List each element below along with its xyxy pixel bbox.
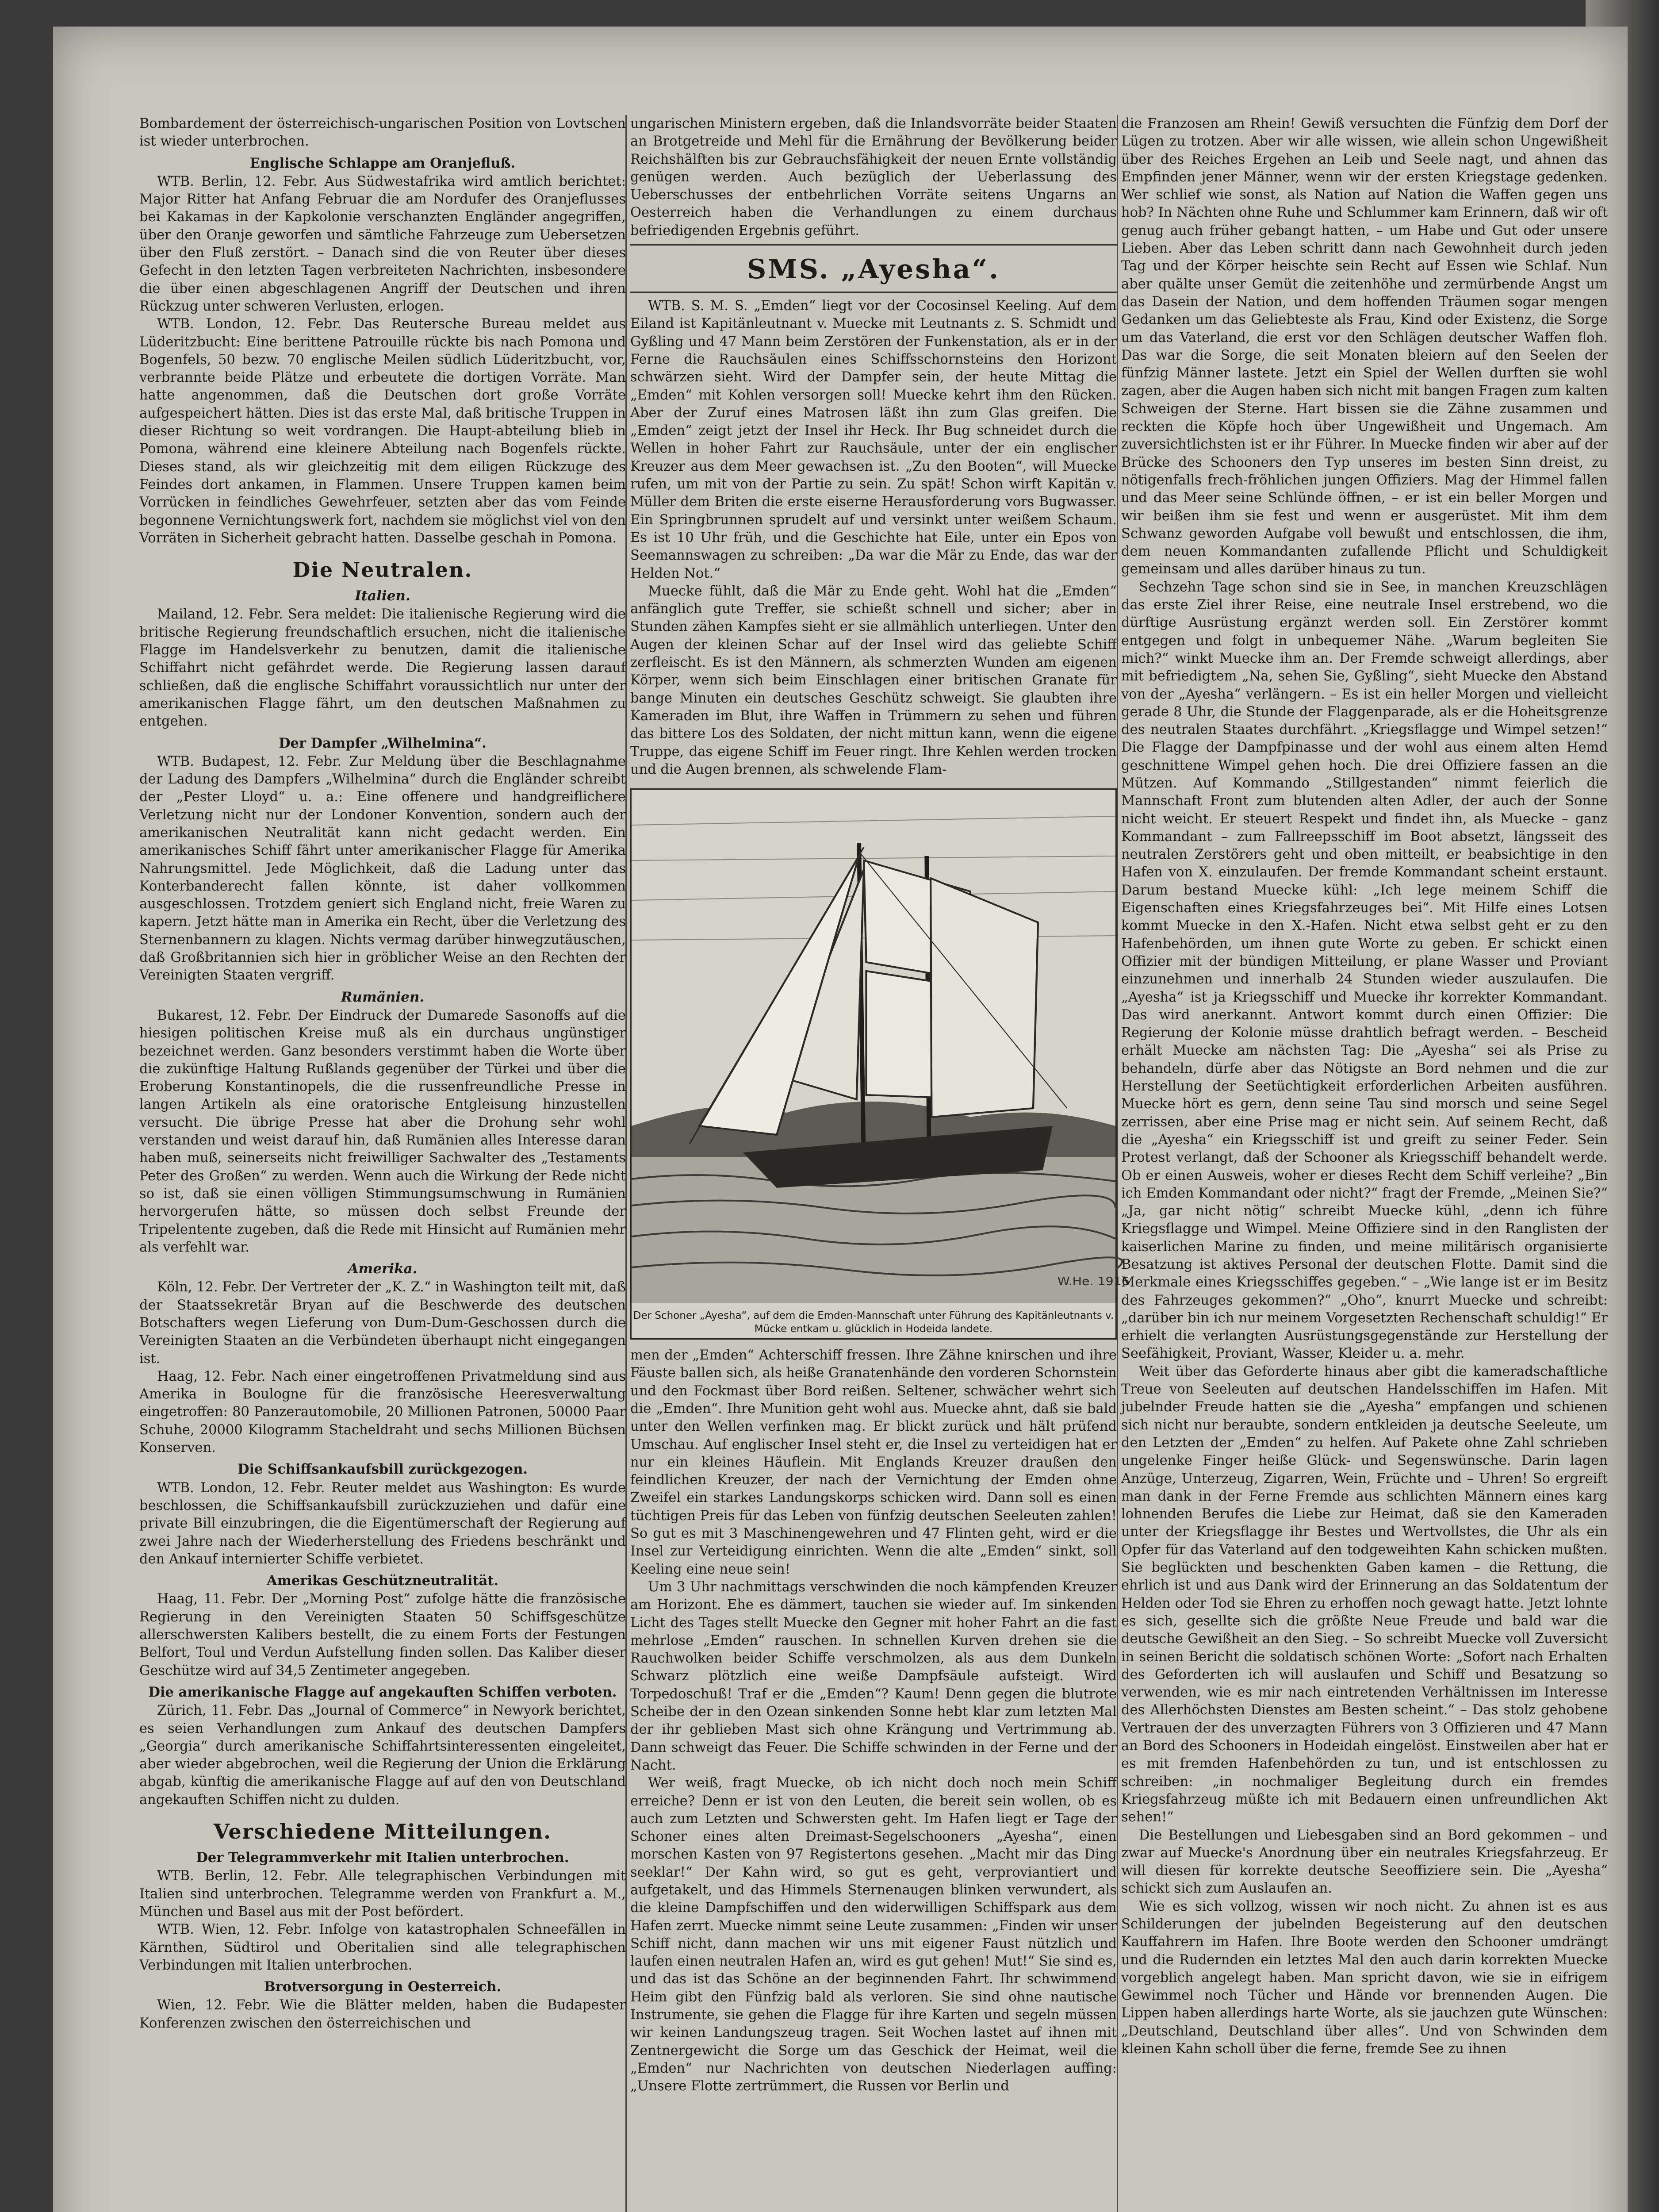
headline: Brotversorgung in Oesterreich. bbox=[264, 1979, 502, 1995]
figure-caption: Der Schoner „Ayesha“, auf dem die Emden-Mannschaft unter Führung des Kapitänleutnants v. Mücke entkam u. glücklich in Hodeida landete. bbox=[633, 1310, 1114, 1335]
headline: Amerikas Geschützneutralität. bbox=[266, 1573, 499, 1589]
paragraph: men der „Emden“ Achterschiff fressen. Ihre Zähne knirschen und ihre Fäuste ballen sich, als heiße Granatenhände den vorderen Schornstein und den Fockmast über Bord reißen. Seltener, schwächer wehrt sich die „Emden“. Ihre Munition geht wohl aus. Muecke ahnt, daß sie bald unter den Wellen verfinken mag. Er blickt zurück und hält prüfend Umschau. Auf englischer Insel steht er, die Insel zu verteidigen hat er nur ein kleines Häuflein. Mit Englands Kreuzer draußen den feindlichen Kreuzer, der nach der Vernichtung der Emden ohne Zweifel ein starkes Landungskorps schicken wird. Dann soll es einen tüchtigen Preis für das Leben von fünfzig deutschen Seeleuten zahlen! So gut es mit 3 Maschinengewehren und 47 Flinten geht, wird er die Insel zur Verteidigung einrichten. Wenn die alte „Emden“ sinkt, soll Keeling eine neue sein! bbox=[630, 1348, 1117, 1577]
headline: Die Schiffsankaufsbill zurückgezogen. bbox=[238, 1461, 528, 1478]
paragraph: Wien, 12. Febr. Wie die Blätter melden, haben die Budapester Konferenzen zwischen den österreichischen und bbox=[139, 1997, 626, 2031]
section-heading: Verschiedene Mitteilungen. bbox=[213, 1820, 552, 1844]
headline: Der Telegrammverkehr mit Italien unterbrochen. bbox=[196, 1850, 569, 1866]
paragraph: WTB. Berlin, 12. Febr. Alle telegraphischen Verbindungen mit Italien sind unterbrochen. Telegramme werden von Frankfurt a. M., München und Basel aus mit der Post befördert. bbox=[139, 1868, 626, 1920]
paragraph: Haag, 11. Febr. Der „Morning Post“ zufolge hätte die französische Regierung in den Vereinigten Staaten 50 Schiffsgeschütze allerschwersten Kalibers bestellt, die zu einem Forts der Festungen Belfort, Toul und Verdun Aufstellung finden sollen. Das Kaliber dieser Geschütze wird auf 34,5 Zentimeter angegeben. bbox=[139, 1591, 626, 1678]
paragraph: Mailand, 12. Febr. Sera meldet: Die italienische Regierung wird die britische Regierung freundschaftlich ersuchen, nicht die italienische Flagge im Handelsverkehr zu benutzen, damit die italienische Schiffahrt nicht gefährdet werde. Die Regierung lassen darauf schließen, daß die englische Schiffahrt voraussichtlich nur unter der amerikanischen Flagge fährt, um den deutschen Maßnahmen zu entgehen. bbox=[139, 607, 626, 730]
subheading: Rumänien. bbox=[341, 989, 425, 1005]
headline: Englische Schlappe am Oranjefluß. bbox=[249, 155, 516, 171]
headline: Die amerikanische Flagge auf angekauften Schiffen verboten. bbox=[148, 1684, 617, 1700]
paragraph: WTB. Wien, 12. Febr. Infolge von katastrophalen Schneefällen in Kärnthen, Südtirol und Oberitalien sind alle telegraphischen Verbindungen mit Italien unterbrochen. bbox=[139, 1922, 626, 1973]
paragraph: Zürich, 11. Febr. Das „Journal of Commerce“ in Newyork berichtet, es seien Verhandlungen zum Ankauf des deutschen Dampfers „Georgia“ durch amerikanische Schiffahrtsinteressenten eingeleitet, aber wieder abgebrochen, weil die Regierung der Union die Erklärung abgab, künftig die amerikanische Flagge auf auf den von Deutschland angekauften Schiffen nicht zu dulden. bbox=[139, 1703, 626, 1808]
paragraph: WTB. Berlin, 12. Febr. Aus Südwestafrika wird amtlich berichtet: Major Ritter hat Anfang Februar die am Nordufer des Oranjeflusses bei Kakamas in der Kapkolonie verschanzten Engländer angegriffen, über den Oranje geworfen und sämtliche Fahrzeuge zum Uebersetzen über den Fluß zerstört. – Danach sind die von Reuter über dieses Gefecht in den letzten Tagen verbreiteten Nachrichten, insbesondere die über einen abgeschlagenen Angriff der Deutschen und ihren Rückzug unter schweren Verlusten, erlogen. bbox=[139, 173, 626, 314]
schooner-illustration bbox=[630, 788, 1130, 1340]
column-right bbox=[1121, 115, 1608, 2212]
paragraph: WTB. Budapest, 12. Febr. Zur Meldung über die Beschlagnahme der Ladung des Dampfers „Wilhelmina“ durch die Engländer schreibt der „Pester Lloyd“ u. a.: Eine offenere und handgreiflichere Verletzung nicht nur der Londoner Konvention, sondern auch der amerikanischen Neutralität kann nicht gedacht werden. Ein amerikanisches Schiff fährt unter amerikanischer Flagge für Amerika Nahrungsmittel. Jede Möglichkeit, daß die Ladung unter das Konterbanderecht fallen könnte, ist daher vollkommen ausgeschlossen. Trotzdem geniert sich England nicht, freie Waren zu kapern. Jetzt hätte man in Amerika ein Recht, über die Verletzung des Sternenbannern zu klagen. Nichts vermag darüber hinwegzutäuschen, daß Großbritannien sich hier in gröblicher Weise an den Rechten der Vereinigten Staaten vergriff. bbox=[139, 753, 626, 983]
article-title: SMS. „Ayesha“. bbox=[747, 254, 1000, 285]
paragraph: WTB. S. M. S. „Emden“ liegt vor der Cocosinsel Keeling. Auf dem Eiland ist Kapitänleutnant v. Muecke mit Leutnants z. S. Schmidt und Gyßling und 47 Mann beim Zerstören der Funkenstation, als er in der Ferne die Rauchsäulen eines Schiffsschornsteins den Horizont schwärzen sieht. Wird der Dampfer sein, der heute Mittag die „Emden“ mit Kohlen versorgen soll! Muecke kehrt ihm den Rücken. Aber der Zuruf eines Matrosen läßt ihn zum Glas greifen. Die „Emden“ zeigt jetzt der Insel ihr Heck. Ihr Bug schneidet durch die Wellen in hoher Fahrt zur Rauchsäule, unter der ein englischer Kreuzer aus dem Meer gewachsen ist. „Zu den Booten“, will Muecke rufen, um mit von der Partie zu sein. Zu spät! Schon wirft Kapitän v. Müller dem Briten die erste eiserne Herausforderung vors Bugwasser. Ein Springbrunnen sprudelt auf und versinkt unter weißem Schaum. Es ist 10 Uhr früh, und die Geschichte hat Eile, unter ein Epos von Seemannswagen zu schreiben: „Da war die Mär zu Ende, das war der Helden Not.“ bbox=[630, 298, 1117, 581]
paragraph: Wie es sich vollzog, wissen wir noch nicht. Zu ahnen ist es aus Schilderungen der jubelnden Begeisterung auf den deutschen Kauffahrern im Hafen. Ihre Boote werden den Schooner umdrängt und die Rudernden ein letztes Mal den auch darin korrekten Muecke vorgeblich angelegt haben. Man spricht davon, wie sie in eifrigem Gewimmel noch Tücher und Hände vor brennenden Augen. Die Lippen haben allerdings harte Worte, als sie jauchzen gute Wünschen: „Deutschland, Deutschland über alles“. Und von Schwinden dem kleinen Kahn scholl über die ferne, fremde See zu ihnen bbox=[1121, 1898, 1608, 2057]
rule bbox=[630, 292, 1117, 293]
paragraph: Um 3 Uhr nachmittags verschwinden die noch kämpfenden Kreuzer am Horizont. Ehe es dämmert, tauchen sie wieder auf. Im sinkenden Licht des Tages stellt Muecke den Gegner mit hoher Fahrt an die fast mehrlose „Emden“ rauschen. In schnellen Kurven drehen sie die Rauchwolken beider Schiffe verschmolzen, als aus dem Dunkeln Schwarz plötzlich eine weiße Dampfsäule aufsteigt. Wird Torpedoschuß! Traf er die „Emden“? Kaum! Denn gegen die blutrote Scheibe der in den Ozean sinkenden Sonne hebt klar zum letzten Mal der ihr geblieben Mast sich ohne Krängung und Vertrimmung ab. Dann schweigt das Feuer. Die Schiffe schwinden in der Ferne und der Nacht. bbox=[630, 1579, 1117, 1773]
paragraph: WTB. London, 12. Febr. Das Reutersche Bureau meldet aus Lüderitzbucht: Eine berittene Patrouille rückte bis nach Pomona und Bogenfels, 50 bezw. 70 englische Meilen südlich Lüderitzbucht, vor, verbrannte beide Plätze und erbeutete die dortigen Vorräte. Man hatte angenommen, daß die Deutschen dort große Vorräte aufgespeichert hätten. Dies ist das erste Mal, daß britische Truppen in dieser Richtung so weit vordrangen. Die Haupt-abteilung blieb in Pomona, während eine kleinere Abteilung nach Bogenfels rückte. Dieses stand, als wir gleichzeitig mit dem eiligen Rückzuge des Feindes dort ankamen, in Flammen. Unsere Truppen kamen beim Vorrücken in feindliches Gewehrfeuer, setzten aber das vom Feinde begonnene Vernichtungswerk fort, nachdem sie möglichst viel von den Vorräten in Sicherheit gebracht hatten. Dasselbe geschah in Pomona. bbox=[139, 316, 626, 546]
newspaper-page bbox=[53, 27, 1628, 2212]
paragraph: ungarischen Ministern ergeben, daß die Inlandsvorräte beider Staaten an Brotgetreide und Mehl für die Ernährung der Bevölkerung beider Reichshälften bis zur Gebrauchsfähigkeit der neuen Ernte vollständig genügen werden. Auch bezüglich der Ueberlassung des Ueberschusses der entbehrlichen Vorräte seitens Ungarns an Oesterreich haben die Verhandlungen zu einem durchaus befriedigenden Ergebnis geführt. bbox=[630, 116, 1117, 238]
paragraph: die Franzosen am Rhein! Gewiß versuchten die Fünfzig dem Dorf der Lügen zu trotzen. Aber wir alle wissen, wie allein schon Ungewißheit über des Reiches Ergehen an Leib und Seele nagt, und ahnen das Empfinden jener Männer, wenn wir der ersten Kriegstage gedenken. Wer schlief wie sonst, als Nation auf Nation die Waffen gegen uns hob? In Nächten ohne Ruhe und Schlummer kam Erinnern, daß wir oft genug auch früher gebangt hatten, – um Habe und Gut oder unsere Lieben. Aber das Leben schritt dann nach Gewohnheit durch jeden Tag und der Körper heischte sein Recht auf Essen wie Schlaf. Nun aber quälte unser Gemüt die zeitenhöhe und zermürbende Angst um das Dasein der Nation, und dem hoffenden Träumen sogar mengen Gedanken um das Geliebteste als Frau, Kind oder Existenz, die Sorge um das Vaterland, die erst vor den Schlägen deutscher Waffen floh. Das war die Sorge, die seit Monaten bleiern auf den Seelen der fünfzig Männer lastete. Jetzt ein Spiel der Wellen durften sie wohl zagen, aber die Augen haben sich nicht mit bangen Fragen zum kalten Schweigen der Sterne. Hart bissen sie die Zähne zusammen und reckten die Köpfe hoch über Ungewißheit und Ungemach. Am zuversichtlichsten ist er ihr Führer. In Muecke finden wir aber auf der Brücke des Schooners den Typ unseres im besten Sinn dreist, zu nötigenfalls frech-fröhlichen jungen Offiziers. Mag der Himmel fallen und das Meer seine Schlünde öffnen, – er ist ein beller Morgen und wir beißen ihm sie fest und wenn er ausgerüstet. Mit ihm dem Schwanz geworden Aufgabe voll bewußt und entschlossen, die ihm, dem neuen Kommandanten zufallende Pflicht und Schuldigkeit gemeinsam und alles darüber hinaus zu tun. bbox=[1121, 116, 1608, 577]
paragraph: Bukarest, 12. Febr. Der Eindruck der Dumarede Sasonoffs auf die hiesigen politischen Kreise muß als ein durchaus ungünstiger bezeichnet werden. Ganz besonders verstimmt haben die Worte über die zukünftige Haltung Rußlands gegenüber der Türkei und über die Eroberung Konstantinopels, die die russenfreundliche Presse in langen Artikeln als eine oratorische Entgleisung hinzustellen versucht. Die übrige Presse hat aber die Drohung sehr wohl verstanden und weist darauf hin, daß Rumänien alles Interesse daran haben muß, seinerseits nicht freiwilliger Sachwalter des „Testaments Peter des Großen“ zu werden. Wenn auch die Wirkung der Rede nicht so ist, daß sie einen völligen Stimmungsumschwung in Rumänien hervorgerufen hätte, so müssen doch selbst Freunde der Tripelentente zugeben, daß die Rede mit Hinsicht auf Rumänien mehr als verfehlt war. bbox=[139, 1007, 626, 1255]
paragraph: Köln, 12. Febr. Der Vertreter der „K. Z.“ in Washington teilt mit, daß der Staatssekretär Bryan auf die Beschwerde des deutschen Botschafters wegen Lieferung von Dum-Dum-Geschossen durch die Vereinigten Staaten an die Verbündeten überhaupt nicht eingegangen ist. bbox=[139, 1279, 626, 1367]
paragraph: Haag, 12. Febr. Nach einer eingetroffenen Privatmeldung sind aus Amerika in Boulogne für die französische Heeresverwaltung eingetroffen: 80 Panzerautomobile, 20 Millionen Patronen, 50000 Paar Schuhe, 20000 Kilogramm Stacheldraht und sechs Millionen Büchsen Konserven. bbox=[139, 1368, 626, 1456]
paragraph: Bombardement der österreichisch-ungarischen Position von Lovtschen ist wieder unterbrochen. bbox=[139, 116, 626, 150]
headline: Der Dampfer „Wilhelmina“. bbox=[279, 735, 487, 751]
section-heading: Die Neutralen. bbox=[292, 558, 473, 582]
paragraph: Die Bestellungen und Liebesgaben sind an Bord gekommen – und zwar auf Muecke's Anordnung über ein neutrales Kriegsfahrzeug. Er will diesen für korrekte deutsche Seeoffiziere sein. Die „Ayesha“ schickt sich zum Auslaufen an. bbox=[1121, 1827, 1608, 1897]
column-left bbox=[139, 115, 626, 2212]
sailing-ship-drawing bbox=[632, 790, 1130, 1303]
subheading: Italien. bbox=[355, 588, 410, 604]
subheading: Amerika. bbox=[348, 1261, 418, 1277]
paragraph: Weit über das Geforderte hinaus aber gibt die kameradschaftliche Treue von Seeleuten auf deutschen Handelsschiffen im Hafen. Mit jubelnder Freude hatten sie die „Ayesha“ empfangen und schienen sich nicht nur beraubte, sondern entkleiden ja deutsche Seeleute, um den Letzten der „Emden“ zu helfen. Auf Pakete ohne Zahl schrieben ungelenke Finger heiße Glück- und Segenswünsche. Darin lagen Anzüge, Unterzeug, Zigarren, Wein, Früchte und – Uhren! So ergreift man dank in der Ferne Fremde aus schlichten Männern eines karg lohnenden Berufes die Liebe zur Heimat, daß sie den Kameraden unter der Kriegsflagge ihr Bestes und Wertvollstes, die Uhr als ein Opfer für das Vaterland auf den todgeweihten Kahn schicken mußten. Sie beglückten und beschenkten Gaben kamen – die Rettung, die ehrlich ist und aus Dank wird der Erinnerung an das Soldatentum der Helden oder Tod sie Ehren zu erhoffen noch gewagt hatte. Jetzt lohnte es sich, gesellte sich die größte Neue Freude und bald war die deutsche Gewißheit an den Sieg. – So schreibt Muecke voll Zuversicht in seinen Bericht die soldatisch schönen Worte: „Sofort nach Erhalten des Geforderten ich will auslaufen und Schiff und Besatzung so verwenden, wie es mir nach eintretenden Verhältnissen im Interesse des Allerhöchsten Dienstes am Besten scheint.“ – Das stolz gehobene Vertrauen der des unverzagten Führers von 3 Offizieren und 47 Mann an Bord des Schooners in Hodeidah eingelöst. Einstweilen aber hat er es mit fremden Hafenbehörden zu tun, und ist entschlossen zu schreiben: „in nochmaliger Begleitung durch ein fremdes Kriegsfahrzeug müßte ich mit Bedauern einen unfreundlichen Akt sehen!“ bbox=[1121, 1363, 1608, 1825]
column-middle bbox=[630, 115, 1130, 2212]
rule bbox=[630, 244, 1117, 246]
artist-signature: W.He. 1916 bbox=[1057, 1275, 1130, 1288]
paragraph: Wer weiß, fragt Muecke, ob ich nicht doch noch mein Schiff erreiche? Denn er ist von den Leuten, die bereit sein wollen, ob es auch zum Letzten und Schwersten geht. Im Hafen liegt er Tage der Schoner eines alten Dreimast-Segelschooners „Ayesha“, einen morschen Kasten von 97 Registertons gesehen. „Macht mir das Ding seeklar!“ Der Kahn wird, so gut es geht, verproviantiert und aufgetakelt, und das Himmels Sternenaugen blinken verwundert, als die kleine Dampfschiffen und den widerwilligen Schiffspark aus dem Hafen zerrt. Muecke nimmt seine Leute zusammen: „Finden wir unser Schiff nicht, dann machen wir uns mit eigener Faust nützlich und laufen einen neutralen Hafen an, wird es gut gehen! Mut!“ Sie sind es, und das ist das Schöne an der beginnenden Fahrt. Ihr schwimmend Heim gibt den Fünfzig bald als verloren. Sie sind ohne nautische Instrumente, sie gehen die Flagge für ihre Karten und segeln müssen wir keinen Landungszeug tragen. Seit Wochen lastet auf ihnen mit Zentnergewicht die Sorge um das Geschick der Heimat, weil die „Emden“ nur Nachrichten von deutschen Niederlagen auffing: „Unsere Flotte zertrümmert, die Russen vor Berlin und bbox=[630, 1775, 1117, 2094]
paragraph: Sechzehn Tage schon sind sie in See, in manchen Kreuzschlägen das erste Ziel ihrer Reise, eine neutrale Insel erstrebend, wo die dürftige Ausrüstung ergänzt werden soll. Ein Zerstörer kommt entgegen und folgt in unbequemer Nähe. „Warum begleiten Sie mich?“ winkt Muecke ihm an. Der Fremde schweigt allerdings, aber mit befriedigtem „Na, sehen Sie, Gyßling“, sieht Muecke den Abstand von der „Ayesha“ verlängern. – Es ist ein heller Morgen und vielleicht gerade 8 Uhr, die Stunde der Flaggenparade, als er die Hoheitsgrenze des neutralen Staates durchfährt. „Kriegsflagge und Wimpel setzen!“ Die Flagge der Dampfpinasse und der wohl aus einem alten Hemd geschnittene Wimpel gehen hoch. Die drei Offiziere fassen an die Mützen. Auf Kommando „Stillgestanden“ nimmt feierlich die Mannschaft Front zum blutenden alten Adler, der auch der Sonne nicht weicht. Er steuert Respekt und findet ihn, als Muecke – ganz Kommandant – zum Fallreepsschiff im Boot absetzt, längsseit des neutralen Zerstörers geht und oben mitteilt, er beabsichtige in den Hafen von X. einzulaufen. Der fremde Kommandant scheint erstaunt. Darum bestand Muecke kühl: „Ich lege meinem Schiff die Eigenschaften eines Kriegsfahrzeuges bei“. Mit Hilfe eines Lotsen kommt Muecke in den X.-Hafen. Nicht etwa selbst geht er zu den Hafenbehörden, um ihnen gute Worte zu geben. Er schickt einen Offizier mit der bündigen Mitteilung, er plane Wasser und Proviant einzunehmen und innerhalb 24 Stunden wieder auszulaufen. Die „Ayesha“ ist ja Kriegsschiff und Muecke ihr korrekter Kommandant. Das wird anerkannt. Antwort kommt durch einen Offizier: Die Regierung der Kolonie müsse drahtlich befragt werden. – Bescheid erhält Muecke am nächsten Tag: Die „Ayesha“ sei als Prise zu behandeln, dürfe aber das Nötigste an Bord nehmen und die zur Herstellung der Seetüchtigkeit erforderlichen Arbeiten ausführen. Muecke hört es gern, denn seine Tau sind morsch und seine Segel zerrissen, aber eine Prise mag er nicht sein. Auf seinem Recht, daß die „Ayesha“ ein Kriegsschiff ist und greift zu seiner Feder. Sein Protest verlangt, daß der Schooner als Kriegsschiff behandelt werde. Ob er einen Ausweis, woher er dieses Recht dem Schiff verleihe? „Bin ich Emden Kommandant oder nicht?“ fragt der Fremde, „Meinen Sie?“ „Ja, gar nicht nötig“ schreibt Muecke kühl, „denn ich führe Kriegsflagge und Wimpel. Meine Offiziere sind in den Ranglisten der kaiserlichen Marine zu finden, und meine militärisch organisierte Besatzung ist aktives Personal der deutschen Flotte. Damit sind die Merkmale eines Kriegsschiffes gegeben.“ – „Wie lange ist er im Besitz des Fahrzeuges gekommen?“ „Oho“, knurrt Muecke und schreibt: „darüber bin ich nur meinem Vorgesetzten Rechenschaft schuldig!“ Er erhielt die verlangten Ausrüstungsgegenstände zur Herstellung der Seefähigkeit, Proviant, Wasser, Kleider u. a. mehr. bbox=[1121, 579, 1608, 1362]
column-divider bbox=[1117, 115, 1118, 2212]
paragraph: Muecke fühlt, daß die Mär zu Ende geht. Wohl hat die „Emden“ anfänglich gute Treffer, sie schießt schnell und sicher; aber in Stunden zähen Kampfes sieht er sie allmählich unterliegen. Unter den Augen der kleinen Schar auf der Insel wird das geliebte Schiff zerfleischt. Es ist den Männern, als schmerzten Wunden am eigenen Körper, wenn sich beim Einschlagen einer britischen Granate für bange Minuten ein deutsches Geschütz schweigt. Sie glaubten ihre Kameraden im Blut, ihre Waffen in Trümmern zu sehen und führen das bittere Los des Soldaten, der nicht mittun kann, wenn die eigene Truppe, das eigene Schiff im Feuer ringt. Ihre Kehlen werden trocken und die Augen brennen, als schwelende Flam- bbox=[630, 583, 1117, 777]
paragraph: WTB. London, 12. Febr. Reuter meldet aus Washington: Es wurde beschlossen, die Schiffsankaufsbill zurückzuziehen und dafür eine private Bill einzubringen, die die Eigentümerschaft der Regierung auf zwei Jahre nach der Wiederherstellung des Friedens beschränkt und den Ankauf internierter Schiffe verbietet. bbox=[139, 1480, 626, 1567]
